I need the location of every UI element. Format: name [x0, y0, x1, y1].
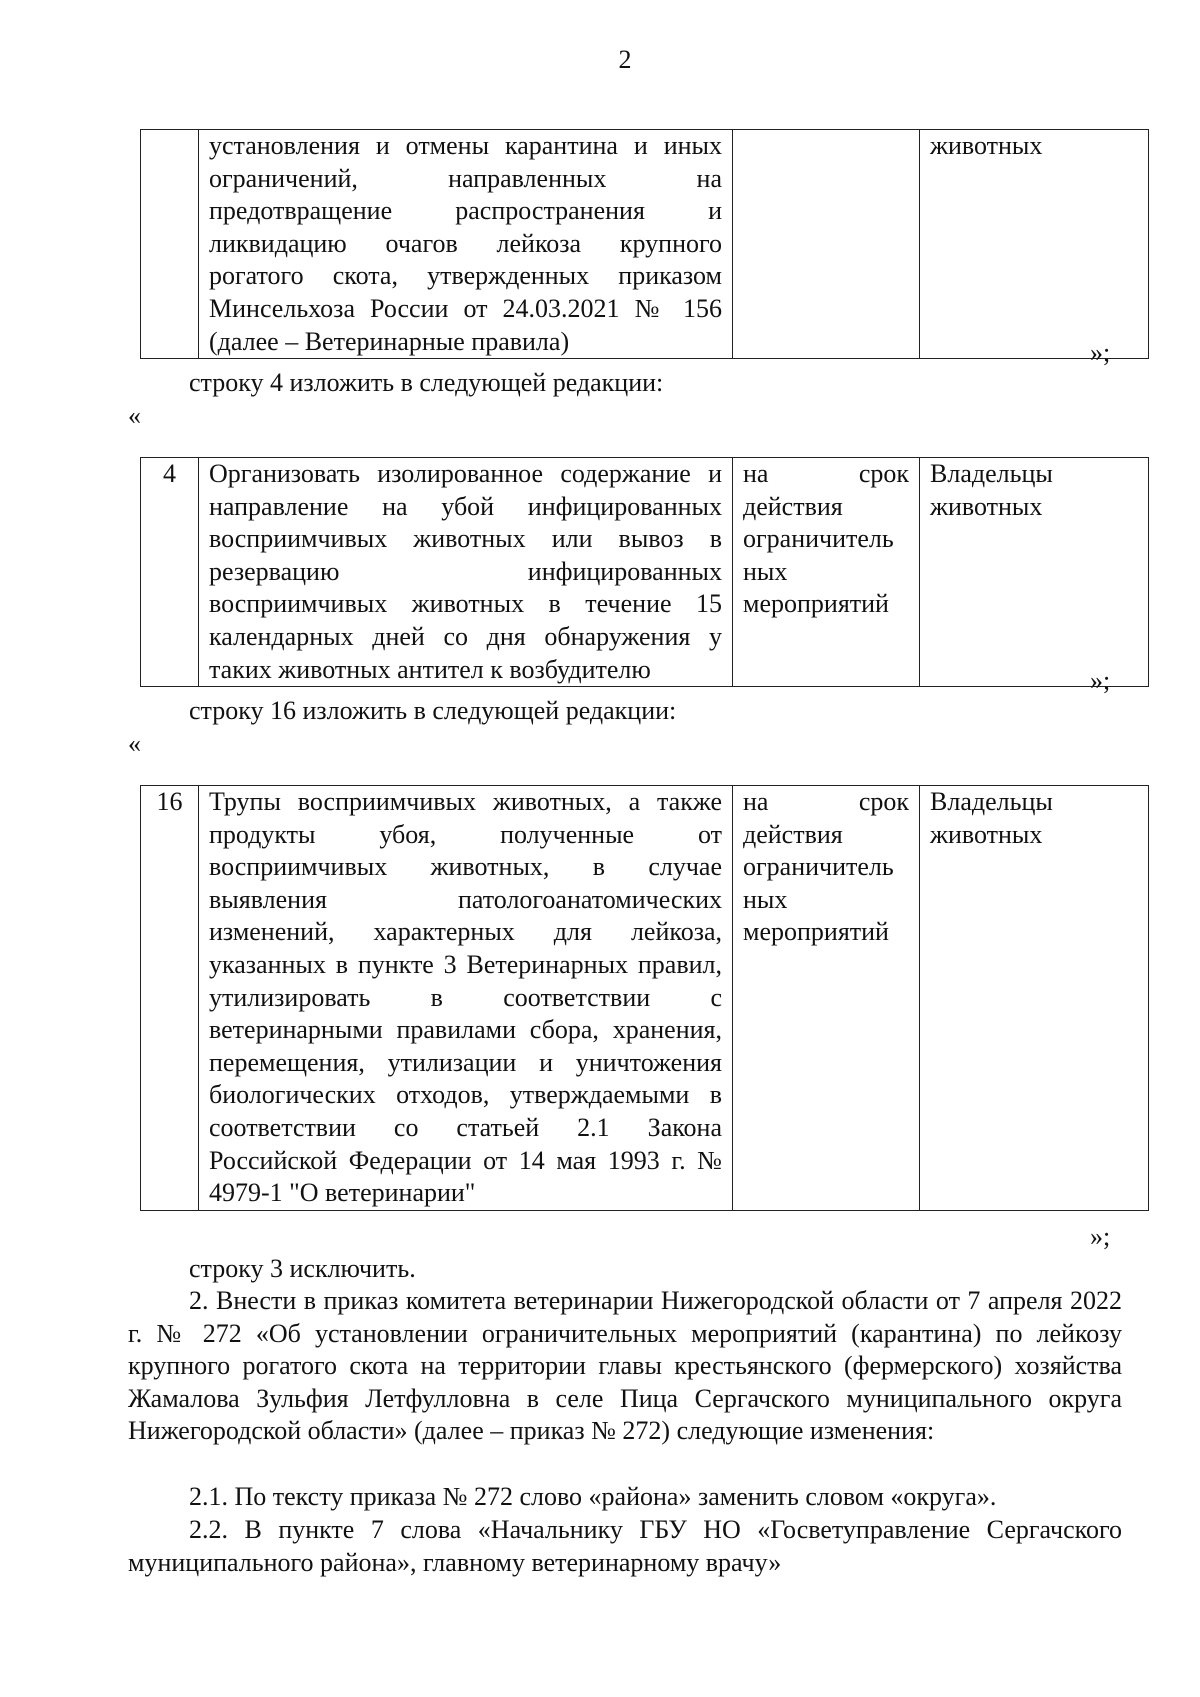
measure-description-cell: Трупы восприимчивых животных, а также продукты убоя, полученные от восприимчивых животных, в случае выявления патологоанатомических изменений, характерных для лейкоза, указанных в пункте 3 Ветеринарных правил, утилизировать в соответствии с ветеринарными правилами сбора, хранения, перемещения, утилизации и уничтожения биологических отходов, утверждаемыми в соответствии со статьей 2.1 Закона Российской Федерации от 14 мая 1993 г. № 4979-1 "О ветеринарии"	[199, 786, 733, 1211]
measures-table-row-16	[140, 785, 1149, 1211]
measures-table-row-4	[140, 457, 1149, 687]
row-number-cell: 4	[141, 458, 199, 687]
measure-term-cell: на срок действия ограничитель ных мероприятий	[733, 458, 920, 687]
opening-quote: «	[128, 729, 141, 758]
closing-quote: »;	[1090, 666, 1111, 695]
amendment-intro-row-16: строку 16 изложить в следующей редакции:	[189, 696, 677, 725]
measure-responsible-cell: Владельцы животных	[920, 786, 1149, 1211]
measure-responsible-cell: животных	[920, 130, 1149, 359]
row-number-cell: 16	[141, 786, 199, 1211]
measure-description-cell: Организовать изолированное содержание и направление на убой инфицированных восприимчивых животных или вывоз в резервацию инфицированных восприимчивых животных в течение 15 календарных дней со дня обнаружения у таких животных антител к возбудителю	[199, 458, 733, 687]
measure-description-cell: установления и отмены карантина и иных ограничений, направленных на предотвращение распространения и ликвидацию очагов лейкоза крупного рогатого скота, утвержденных приказом Минсельхоза России от 24.03.2021 № 156 (далее – Ветеринарные правила)	[199, 130, 733, 359]
table-row	[141, 458, 1149, 687]
measure-term-cell	[733, 130, 920, 359]
page-number: 2	[618, 45, 632, 74]
measure-responsible-cell: Владельцы животных	[920, 458, 1149, 687]
exclude-row-3-line: строку 3 исключить.	[189, 1254, 416, 1283]
measure-term-cell: на срок действия ограничитель ных мероприятий	[733, 786, 920, 1211]
paragraph-2-1: 2.1. По тексту приказа № 272 слово «района» заменить словом «округа».	[189, 1482, 997, 1511]
paragraph-2-2: 2.2. В пункте 7 слова «Начальнику ГБУ НО «Госветуправление Сергачского муниципального района», главному ветеринарному врачу»	[128, 1515, 1122, 1577]
row-number-cell	[141, 130, 199, 359]
table-row	[141, 786, 1149, 1211]
table-row	[141, 130, 1149, 359]
measures-table-continuation	[140, 129, 1149, 359]
closing-quote: »;	[1090, 1222, 1111, 1251]
amendment-intro-row-4: строку 4 изложить в следующей редакции:	[189, 368, 664, 397]
paragraph-2: 2. Внести в приказ комитета ветеринарии Нижегородской области от 7 апреля 2022 г. № 272 «Об установлении ограничительных мероприятий (карантина) по лейкозу крупного рогатого скота на территории главы крестьянского (фермерского) хозяйства Жамалова Зульфия Летфулловна в селе Пица Сергачского муниципального округа Нижегородской области» (далее – приказ № 272) следующие изменения:	[128, 1286, 1122, 1445]
opening-quote: «	[128, 401, 141, 430]
closing-quote: »;	[1090, 338, 1111, 367]
